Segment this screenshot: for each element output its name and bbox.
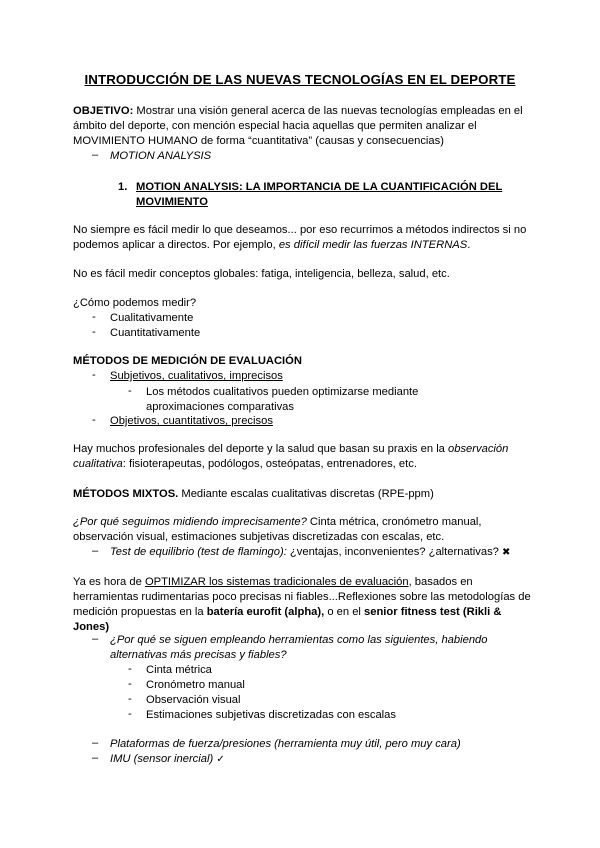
flamingo-test-item: Test de equilibrio (test de flamingo): ¿ventajas, inconvenientes? ¿alternativas? ✖ xyxy=(110,546,511,558)
paragraph-indirect-methods: No siempre es fácil medir lo que deseamos... por eso recurrimos a métodos indirectos si no podemos aplicar a directos. Por ejemplo, es difícil medir las fuerzas INTERNAS. xyxy=(73,224,527,251)
paragraph-global-concepts: No es fácil medir conceptos globales: fatiga, inteligencia, belleza, salud, etc. xyxy=(73,268,450,280)
why-paragraph: ¿Por qué seguimos midiendo imprecisamente? Cinta métrica, cronómetro manual, observación visual, estimaciones subjetivas discretizadas con escalas, etc. xyxy=(73,516,482,543)
list-item: Cualitativamente xyxy=(110,312,194,324)
list-item: Cuantitativamente xyxy=(110,327,201,339)
bullet-dash: - xyxy=(92,326,96,338)
list-item: Objetivos, cuantitativos, precisos xyxy=(110,415,273,427)
sub-list-item: Estimaciones subjetivas discretizadas con escalas xyxy=(146,709,396,721)
bullet-dash: - xyxy=(92,414,96,426)
objective-text: Mostrar una visión general acerca de las nuevas tecnologías empleadas en el ámbito del deporte, con mención especial hacia aquellas que permiten analizar el MOVIMIENTO HUMANO de forma “cuantitativa” (causas y consecuencias) xyxy=(73,105,523,147)
bullet-dash: - xyxy=(128,678,132,690)
sub-list-item: Cronómetro manual xyxy=(146,679,245,691)
paragraph-professionals: Hay muchos profesionales del deporte y la salud que basan su praxis en la observación cualitativa: fisioterapeutas, podólogos, osteópatas, entrenadores, etc. xyxy=(73,443,509,470)
section-number: 1. xyxy=(118,181,128,193)
document-title: INTRODUCCIÓN DE LAS NUEVAS TECNOLOGÍAS EN EL DEPORTE xyxy=(84,72,516,87)
bullet-dash: - xyxy=(128,708,132,720)
optimize-paragraph: Ya es hora de OPTIMIZAR los sistemas tradicionales de evaluación, basados en herramientas rudimentarias poco precisas ni fiables...Reflexiones sobre las metodologías de medición propuestas en la batería eurofit (alpha), o en el senior fitness test (Rikli & Jones) xyxy=(73,576,531,633)
methods-heading: MÉTODOS DE MEDICIÓN DE EVALUACIÓN xyxy=(73,355,302,367)
bullet-dash: – xyxy=(92,633,99,645)
tools-question: ¿Por qué se siguen empleando herramientas como las siguientes, habiendo alternativas más precisas y fiables? xyxy=(110,634,488,661)
cross-icon: ✖ xyxy=(502,547,511,558)
bullet-dash: - xyxy=(128,693,132,705)
check-icon: ✓ xyxy=(216,754,225,765)
bullet-dash: - xyxy=(128,385,132,397)
objective-label: OBJETIVO: xyxy=(73,105,134,117)
bullet-dash: – xyxy=(92,149,99,161)
bullet-dash: - xyxy=(92,369,96,381)
section-title: MOTION ANALYSIS: LA IMPORTANCIA DE LA CUANTIFICACIÓN DEL MOVIMIENTO xyxy=(136,181,503,208)
bullet-dash: – xyxy=(92,737,99,749)
sub-list-item: Cinta métrica xyxy=(146,664,212,676)
how-measure-question: ¿Cómo podemos medir? xyxy=(73,297,197,309)
sub-list-item: Los métodos cualitativos pueden optimizarse mediante aproximaciones comparativas xyxy=(146,386,419,413)
list-item: Plataformas de fuerza/presiones (herramienta muy útil, pero muy cara) xyxy=(110,738,461,750)
objective-item: MOTION ANALYSIS xyxy=(110,150,212,162)
imu-item: IMU (sensor inercial) ✓ xyxy=(110,753,225,765)
list-item: Subjetivos, cualitativos, imprecisos xyxy=(110,370,283,382)
mixed-methods-paragraph: MÉTODOS MIXTOS. Mediante escalas cualitativas discretas (RPE-ppm) xyxy=(73,488,434,500)
bullet-dash: - xyxy=(92,311,96,323)
bullet-dash: – xyxy=(92,545,99,557)
sub-list-item: Observación visual xyxy=(146,694,241,706)
objective-paragraph xyxy=(73,104,533,149)
bullet-dash: - xyxy=(128,663,132,675)
bullet-dash: – xyxy=(92,752,99,764)
